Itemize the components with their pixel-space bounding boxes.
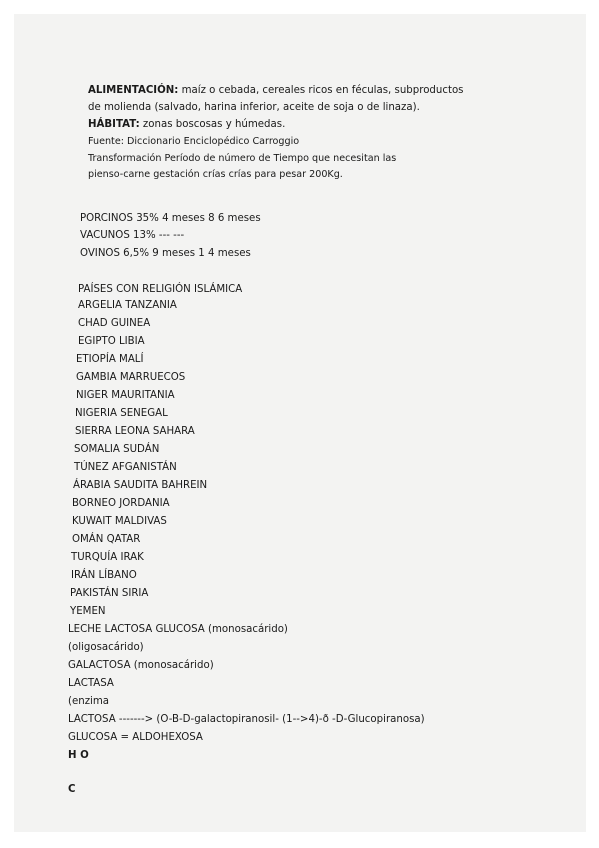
habitat-text: zonas boscosas y húmedas. [139,119,286,130]
lactosa-line: LACTOSA -------> (O-B-D-galactopiranosil- (1-->4)-ð -D-Glucopiranosa) [68,714,425,725]
document-page [14,14,586,832]
pais-item: YEMEN [70,606,106,617]
pais-item: SOMALIA SUDÁN [74,444,160,455]
pais-item: GAMBIA MARRUECOS [76,372,186,383]
transformacion-line-2: pienso-carne gestación crías crías para pesar 200Kg. [88,169,343,180]
fuente-line: Fuente: Diccionario Enciclopédico Carroggio [88,136,300,147]
pais-item: NIGERIA SENEGAL [75,408,168,419]
pais-item: CHAD GUINEA [78,318,151,329]
lactosa-line: LACTASA [68,678,114,689]
habitat-label: HÁBITAT: [88,119,140,130]
alimentacion-text-1: maíz o cebada, cereales ricos en féculas, subproductos [178,85,464,96]
formula-c [68,783,75,796]
formula-c-text: C [68,784,76,795]
pais-item: PAKISTÁN SIRIA [70,588,149,599]
lactosa-line: (oligosacárido) [68,642,144,653]
pais-item: BORNEO JORDANIA [72,498,170,509]
ganado-porcinos: PORCINOS 35% 4 meses 8 6 meses [80,213,261,224]
ganado-vacunos: VACUNOS 13% --- --- [80,230,185,241]
pais-item: SIERRA LEONA SAHARA [75,426,195,437]
pais-item: IRÁN LÍBANO [71,570,137,581]
pais-item: ÁRABIA SAUDITA BAHREIN [73,480,208,491]
alimentacion-line-2: de molienda (salvado, harina inferior, aceite de soja o de linaza). [88,102,420,113]
lactosa-line: GALACTOSA (monosacárido) [68,660,214,671]
pais-item: ARGELIA TANZANIA [78,300,177,311]
formula-ho [68,749,89,762]
pais-item: EGIPTO LIBIA [78,336,145,347]
formula-ho-text: H O [68,750,89,761]
lactosa-line: LECHE LACTOSA GLUCOSA (monosacárido) [68,624,288,635]
alimentacion-label: ALIMENTACIÓN: [88,85,179,96]
pais-item: TURQUÍA IRAK [71,552,144,563]
lactosa-line: GLUCOSA = ALDOHEXOSA [68,732,203,743]
lactosa-line: (enzima [68,696,110,707]
pais-item: KUWAIT MALDIVAS [72,516,167,527]
pais-item: OMÁN QATAR [72,534,141,545]
ganado-ovinos: OVINOS 6,5% 9 meses 1 4 meses [80,248,251,259]
pais-item: NIGER MAURITANIA [76,390,175,401]
pais-item: ETIOPÍA MALÍ [76,354,144,365]
habitat-line [88,118,285,131]
transformacion-line-1: Transformación Período de número de Tiempo que necesitan las [88,153,397,164]
alimentacion-line-1 [88,84,464,97]
pais-item: TÚNEZ AFGANISTÁN [74,462,177,473]
paises-title: PAÍSES CON RELIGIÓN ISLÁMICA [78,284,243,295]
